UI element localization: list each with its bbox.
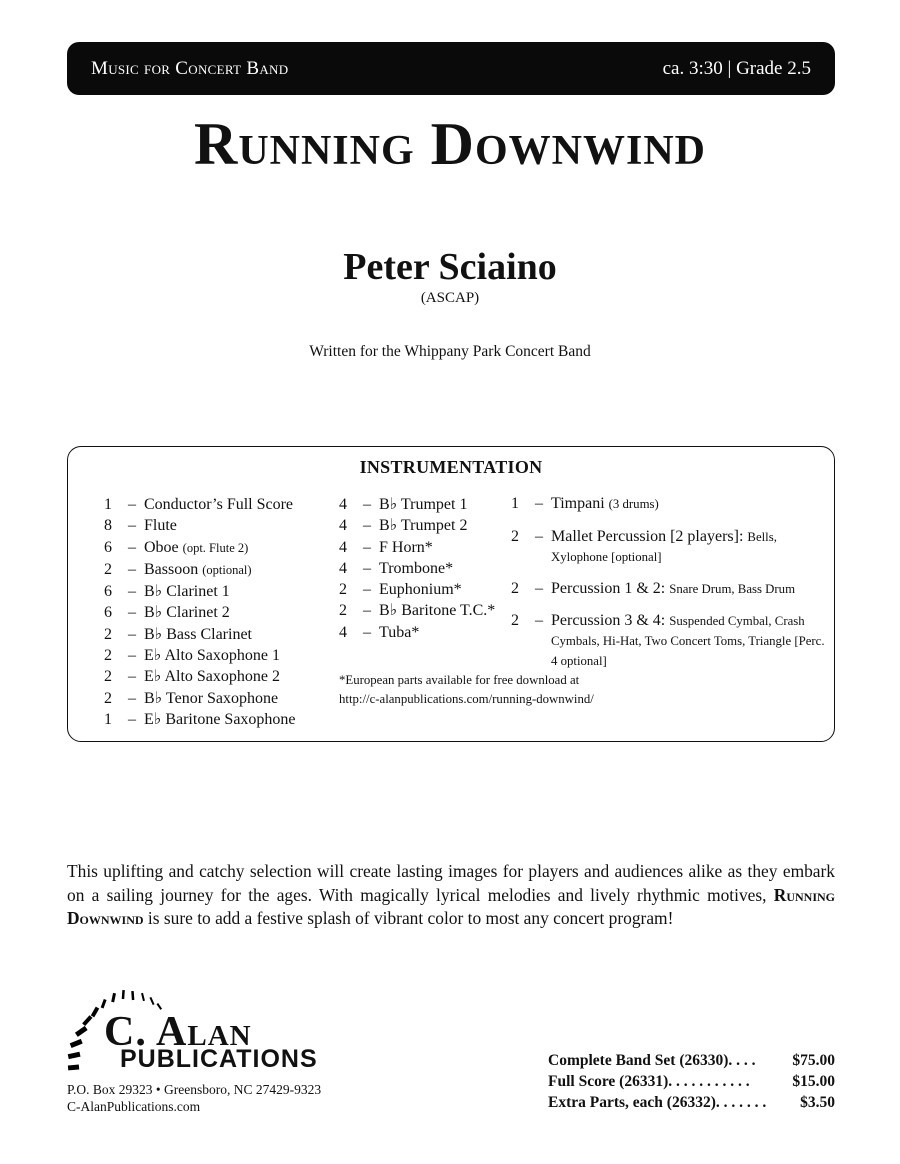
description-title-ref: Running Downwind	[67, 884, 835, 928]
instrument-qty: 2	[339, 602, 347, 620]
series-label: Music for Concert Band	[91, 57, 289, 79]
instrument-qty: 1	[104, 710, 112, 728]
instrument-name: B♭ Baritone T.C.*	[379, 602, 496, 620]
instrument-qty: 4	[339, 517, 347, 535]
instrument-row: 2 – B♭ Tenor Saxophone	[104, 688, 349, 709]
instrument-name: Oboe	[144, 538, 179, 556]
instrument-column-brass	[339, 494, 519, 643]
price-label: Complete Band Set (26330)	[548, 1052, 729, 1069]
header-bar	[67, 42, 835, 95]
instrument-qty: 4	[339, 623, 347, 641]
price-leader: . . . . . . . . . . .	[668, 1073, 750, 1090]
instrument-name: Tuba*	[379, 623, 420, 641]
duration-grade: ca. 3:30 | Grade 2.5	[662, 57, 811, 79]
instrument-name: Percussion 3 & 4:	[551, 612, 666, 629]
instrument-note: Bells, Xylophone [optional]	[551, 530, 777, 564]
european-note-text: *European parts available for free download at	[339, 673, 580, 687]
instrument-qty: 6	[104, 583, 112, 601]
instrument-row: 2 – Percussion 3 & 4: Suspended Cymbal, Crash Cymbals, Hi-Hat, Two Concert Toms, Triangle [Perc. 4 optional]	[511, 611, 831, 671]
publisher-contact	[67, 1081, 321, 1115]
instrument-qty: 2	[104, 689, 112, 707]
instrument-row: 4 – B♭ Trumpet 2	[339, 515, 519, 536]
instrument-name: Trombone*	[379, 559, 454, 577]
instrument-qty: 2	[511, 580, 519, 597]
instrument-column-percussion	[511, 494, 831, 683]
instrument-row: 1 – E♭ Baritone Saxophone	[104, 709, 349, 730]
instrument-qty: 8	[104, 517, 112, 535]
instrument-row: 1 – Conductor’s Full Score	[104, 494, 349, 515]
instrument-qty: 4	[339, 559, 347, 577]
instrument-name: E♭ Alto Saxophone 1	[144, 647, 280, 665]
piece-title: Running Downwind	[193, 111, 706, 177]
instrument-qty: 4	[339, 496, 347, 513]
instrument-qty: 2	[339, 581, 347, 599]
instrument-row: 2 – Bassoon (optional)	[104, 559, 349, 581]
instrument-name: E♭ Baritone Saxophone	[144, 710, 296, 728]
description-text-2: is sure to add a festive splash of vibrant color to most any concert program!	[147, 908, 674, 928]
instrument-note: (3 drums)	[608, 497, 659, 511]
instrument-name: B♭ Trumpet 2	[379, 517, 468, 535]
instrument-row: 6 – B♭ Clarinet 2	[104, 602, 349, 623]
instrument-note: Snare Drum, Bass Drum	[669, 582, 796, 596]
instrumentation-heading: INSTRUMENTATION	[359, 457, 543, 477]
instrument-row: 2 – Mallet Percussion [2 players]: Bells, Xylophone [optional]	[511, 527, 831, 567]
price-value: $15.00	[792, 1073, 835, 1090]
instrument-qty: 2	[104, 668, 112, 686]
price-row	[548, 1050, 835, 1071]
instrument-name: Bassoon	[144, 560, 199, 578]
price-leader: . . . .	[728, 1052, 756, 1069]
price-value: $75.00	[792, 1052, 835, 1069]
price-list	[548, 1050, 835, 1113]
instrument-qty: 2	[104, 647, 112, 665]
composer-name: Peter Sciaino	[343, 246, 557, 288]
instrument-note: Suspended Cymbal, Crash Cymbals, Hi-Hat, Two Concert Toms, Triangle [Perc. 4 optional]	[551, 614, 825, 668]
instrument-qty: 6	[104, 604, 112, 622]
instrument-qty: 4	[339, 538, 347, 556]
instrument-row: 4 – Trombone*	[339, 558, 519, 579]
publisher-website[interactable]: C-AlanPublications.com	[67, 1099, 201, 1114]
instrument-qty: 2	[104, 625, 112, 643]
price-label: Extra Parts, each (26332)	[548, 1094, 716, 1111]
instrument-name: Flute	[144, 517, 177, 535]
instrument-row: 2 – B♭ Bass Clarinet	[104, 624, 349, 645]
instrument-row: 2 – B♭ Baritone T.C.*	[339, 600, 519, 621]
price-label: Full Score (26331)	[548, 1073, 669, 1090]
piece-description	[67, 860, 835, 931]
instrument-qty: 1	[104, 496, 112, 513]
instrument-name: Mallet Percussion [2 players]:	[551, 528, 744, 545]
instrument-qty: 6	[104, 538, 112, 556]
instrument-note: (optional)	[202, 562, 252, 577]
instrument-row: 2 – Euphonium*	[339, 579, 519, 600]
instrument-row: 4 – B♭ Trumpet 1	[339, 494, 519, 515]
instrument-row: 2 – Percussion 1 & 2: Snare Drum, Bass Drum	[511, 580, 796, 597]
instrument-qty: 1	[511, 495, 519, 512]
instrument-row: 6 – B♭ Clarinet 1	[104, 581, 349, 602]
price-row	[548, 1071, 835, 1092]
instrument-row: 4 – Tuba*	[339, 622, 519, 643]
instrument-column-woodwinds	[104, 494, 349, 730]
dedication: Written for the Whippany Park Concert Band	[309, 343, 591, 360]
price-value: $3.50	[800, 1094, 835, 1111]
instrument-name: Conductor’s Full Score	[144, 496, 294, 513]
instrument-row: 1 – Timpani (3 drums)	[511, 495, 659, 512]
instrument-qty: 2	[511, 612, 519, 629]
instrument-name: B♭ Bass Clarinet	[144, 625, 252, 643]
instrument-name: Euphonium*	[379, 581, 462, 599]
instrument-name: E♭ Alto Saxophone 2	[144, 668, 280, 686]
instrument-note: (opt. Flute 2)	[182, 540, 249, 555]
publisher-logo	[64, 983, 354, 1078]
european-note-url[interactable]: http://c-alanpublications.com/running-downwind/	[339, 692, 594, 706]
instrumentation-box	[67, 446, 835, 742]
instrument-name: F Horn*	[379, 538, 433, 556]
instrument-qty: 2	[511, 528, 519, 545]
logo-text-publications: PUBLICATIONS	[120, 1045, 318, 1073]
instrument-name: B♭ Clarinet 1	[144, 583, 230, 601]
instrument-name: B♭ Clarinet 2	[144, 604, 230, 622]
price-leader: . . . . . . .	[715, 1094, 767, 1111]
instrument-name: B♭ Trumpet 1	[379, 496, 468, 513]
description-text-1: This uplifting and catchy selection will create lasting images for players and audiences alike as they embark on a sailing journey for the ages. With magically lyrical melodies and lively rhythmic motives,	[67, 861, 835, 905]
price-row	[548, 1092, 835, 1113]
instrument-name: Percussion 1 & 2:	[551, 580, 666, 597]
logo-text-c-alan: C. Alan	[104, 1009, 252, 1055]
instrument-name: Timpani	[551, 495, 605, 512]
instrument-row: 2 – E♭ Alto Saxophone 1	[104, 645, 349, 666]
instrument-qty: 2	[104, 560, 112, 578]
instrument-row: 4 – F Horn*	[339, 537, 519, 558]
composer-affiliation: (ASCAP)	[420, 290, 480, 306]
instrument-row: 2 – E♭ Alto Saxophone 2	[104, 666, 349, 687]
instrument-name: B♭ Tenor Saxophone	[144, 689, 279, 707]
instrument-row: 6 – Oboe (opt. Flute 2)	[104, 537, 349, 559]
publisher-address: P.O. Box 29323 • Greensboro, NC 27429-9323	[67, 1082, 322, 1097]
instrument-row: 8 – Flute	[104, 515, 349, 536]
